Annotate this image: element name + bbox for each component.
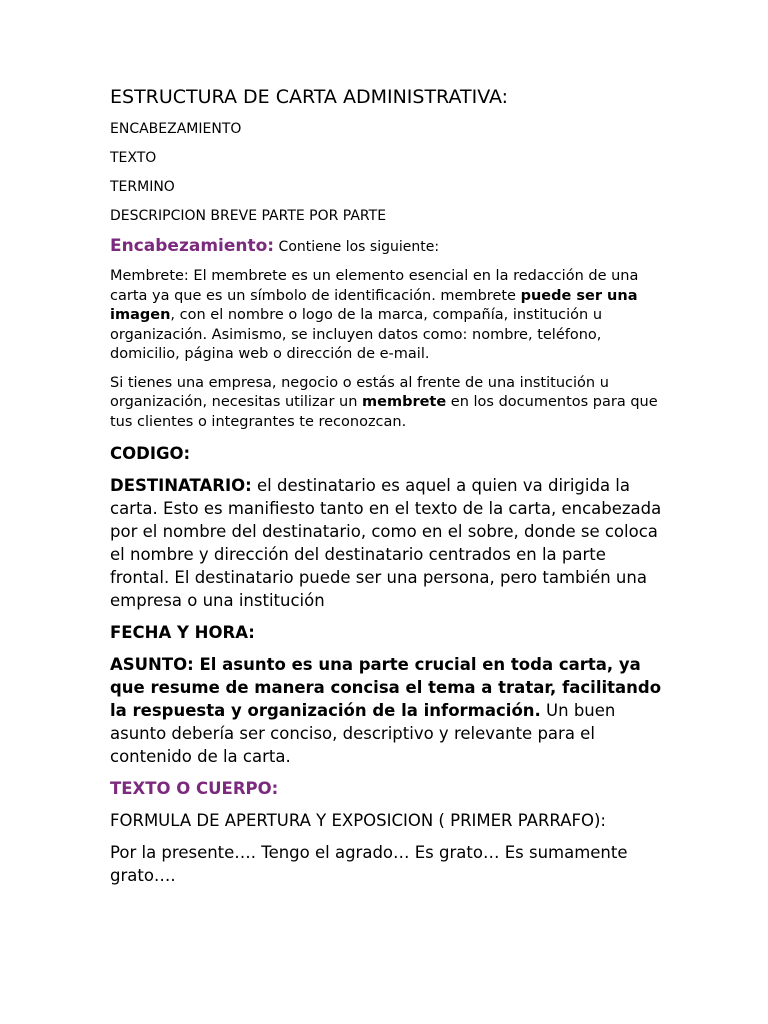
membrete-text-2: , con el nombre o logo de la marca, compañía, institución u organización. Asimismo, se incluyen datos como: nombre, teléfono, domicilio, página web o dirección de e-mail. [110, 307, 603, 362]
membrete-bold-1: puede ser una imagen [110, 287, 638, 323]
empresa-paragraph [110, 374, 670, 433]
asunto-paragraph [110, 653, 670, 768]
encabezamiento-text: Contiene los siguiente: [274, 239, 440, 255]
membrete-paragraph [110, 267, 670, 365]
empresa-text-1: Si tienes una empresa, negocio o estás al frente de una institución u organización, necesitas utilizar un [110, 374, 609, 410]
document-title: ESTRUCTURA DE CARTA ADMINISTRATIVA: [110, 86, 509, 108]
codigo-heading: CODIGO: [110, 444, 191, 463]
outline-item-termino: TERMINO [110, 179, 175, 195]
empresa-text-2: en los documentos para que tus clientes o integrantes te reconozcan. [110, 394, 658, 430]
ejemplos-paragraph: Por la presente…. Tengo el agrado… Es grato… Es sumamente grato…. [110, 843, 628, 885]
destinatario-label: DESTINATARIO: [110, 476, 252, 495]
empresa-bold-1: membrete [362, 394, 447, 410]
document-page [110, 84, 670, 896]
membrete-text-1: Membrete: El membrete es un elemento esencial en la redacción de una carta ya que es un símbolo de identificación. membrete [110, 268, 639, 304]
outline-item-texto: TEXTO [110, 150, 157, 166]
formula-heading: FORMULA DE APERTURA Y EXPOSICION ( PRIMER PARRAFO): [110, 811, 606, 830]
asunto-bold: ASUNTO: El asunto es una parte crucial en toda carta, ya que resume de manera concisa el tema a tratar, facilitando la respuesta y organización de la información. [110, 655, 662, 720]
fecha-hora-heading: FECHA Y HORA: [110, 623, 255, 642]
texto-cuerpo-heading: TEXTO O CUERPO: [110, 779, 279, 798]
destinatario-paragraph [110, 474, 670, 612]
encabezamiento-label: Encabezamiento: [110, 236, 275, 256]
outline-item-descripcion: DESCRIPCION BREVE PARTE POR PARTE [110, 208, 387, 224]
encabezamiento-heading [110, 235, 670, 259]
destinatario-text: el destinatario es aquel a quien va dirigida la carta. Esto es manifiesto tanto en el texto de la carta, encabezada por el nombre del destinatario, como en el sobre, donde se coloca el nombre y dirección del destinatario centrados en la parte frontal. El destinatario puede ser una persona, pero también una empresa o una institución [110, 476, 662, 610]
asunto-text: Un buen asunto debería ser conciso, descriptivo y relevante para el contenido de la carta. [110, 701, 616, 766]
outline-item-encabezamiento: ENCABEZAMIENTO [110, 121, 242, 137]
